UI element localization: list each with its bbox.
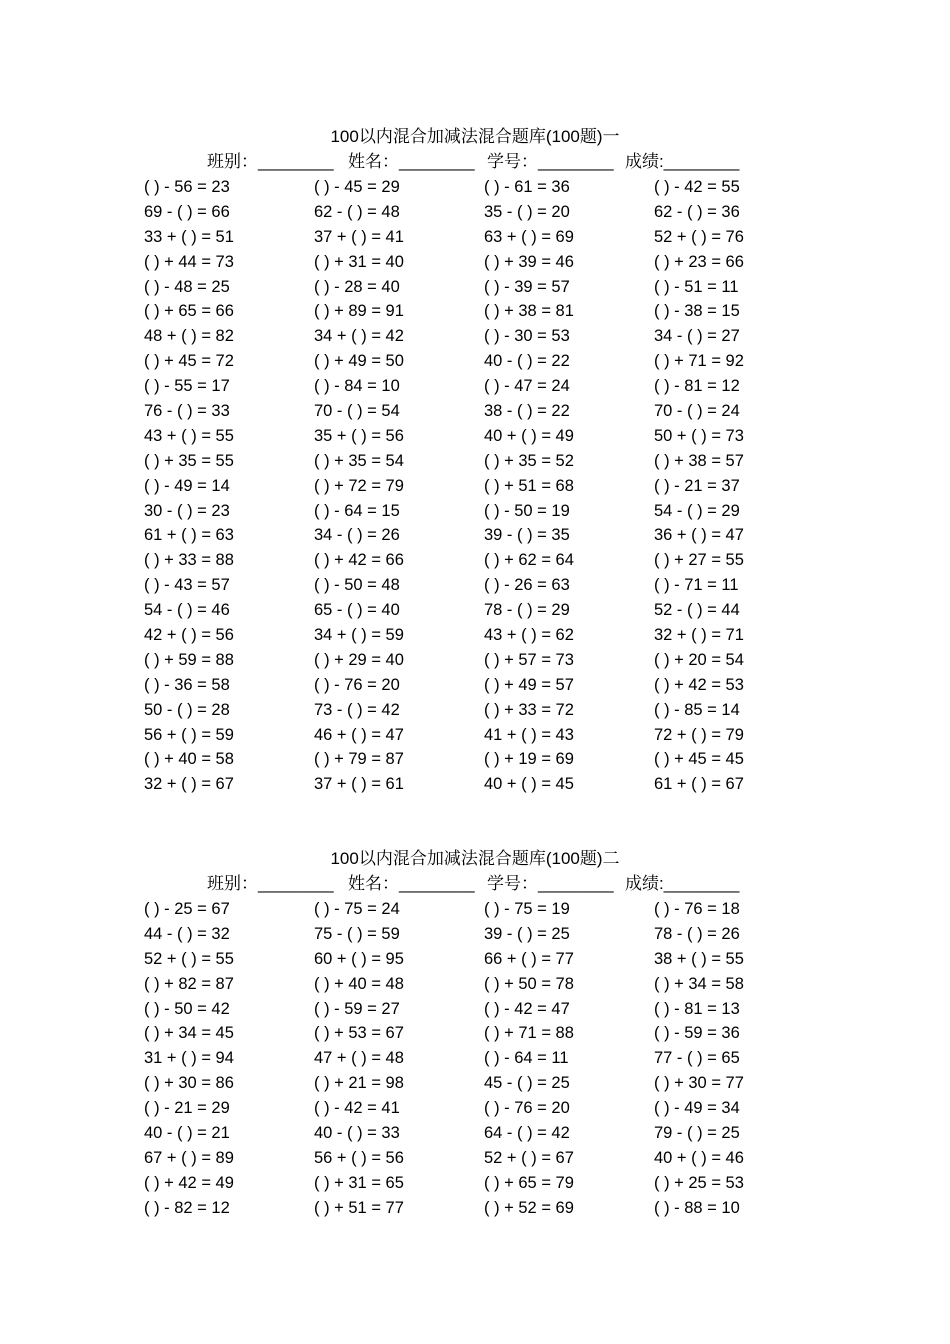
problem-row: [0, 374, 950, 399]
math-problem: 70 - ( ) = 54: [314, 402, 400, 421]
score-field: 成绩:________: [625, 874, 740, 893]
math-problem: 56 + ( ) = 56: [314, 1148, 404, 1167]
math-problem: 43 + ( ) = 55: [144, 426, 234, 445]
math-problem: ( ) - 25 = 67: [144, 900, 230, 918]
problem-row: [0, 1196, 950, 1221]
math-problem: ( ) - 56 = 23: [144, 178, 230, 196]
problem-row: [0, 175, 950, 200]
worksheet-1: [0, 125, 950, 797]
problem-row: [0, 972, 950, 997]
problem-row: [0, 648, 950, 673]
math-problem: 35 + ( ) = 56: [314, 426, 404, 445]
math-problem: ( ) - 64 = 15: [314, 501, 400, 520]
math-problem: ( ) + 40 = 58: [144, 750, 234, 769]
math-problem: ( ) - 84 = 10: [314, 377, 400, 396]
math-problem: ( ) - 36 = 58: [144, 675, 230, 694]
math-problem: ( ) + 35 = 55: [144, 451, 234, 470]
math-problem: 60 + ( ) = 95: [314, 949, 404, 968]
problem-row: [0, 947, 950, 972]
math-problem: ( ) + 42 = 66: [314, 551, 404, 570]
math-problem: 69 - ( ) = 66: [144, 202, 230, 221]
math-problem: 38 - ( ) = 22: [484, 402, 570, 421]
problem-row: [0, 673, 950, 698]
math-problem: ( ) + 19 = 69: [484, 750, 574, 769]
student-number-field: 学号：________: [487, 152, 614, 171]
math-problem: 47 + ( ) = 48: [314, 1049, 404, 1068]
math-problem: 77 - ( ) = 65: [654, 1049, 740, 1068]
student-info-line: [0, 149, 950, 175]
math-problem: ( ) + 72 = 79: [314, 476, 404, 495]
math-problem: ( ) + 33 = 72: [484, 700, 574, 719]
math-problem: ( ) + 50 = 78: [484, 974, 574, 993]
math-problem: 50 - ( ) = 28: [144, 700, 230, 719]
problem-row: [0, 449, 950, 474]
math-problem: ( ) + 45 = 45: [654, 750, 744, 769]
math-problem: ( ) + 51 = 77: [314, 1198, 404, 1217]
math-problem: 50 + ( ) = 73: [654, 426, 744, 445]
problem-row: [0, 1071, 950, 1096]
math-problem: 36 + ( ) = 47: [654, 526, 744, 545]
math-problem: ( ) - 50 = 19: [484, 501, 570, 520]
math-problem: ( ) + 20 = 54: [654, 650, 744, 669]
problem-row: [0, 474, 950, 499]
worksheet-title: 100以内混合加减法混合题库(100题)一: [330, 127, 620, 146]
problem-row: [0, 1046, 950, 1071]
student-number-field: 学号：________: [487, 874, 614, 893]
math-problem: ( ) - 85 = 14: [654, 700, 740, 719]
math-problem: ( ) + 42 = 53: [654, 675, 744, 694]
math-problem: ( ) - 42 = 47: [484, 999, 570, 1018]
math-problem: ( ) - 51 = 11: [654, 277, 739, 296]
class-field: 班别：________: [207, 874, 334, 893]
math-problem: 52 + ( ) = 55: [144, 949, 234, 968]
math-problem: ( ) + 52 = 69: [484, 1198, 574, 1217]
math-problem: 62 - ( ) = 48: [314, 202, 400, 221]
math-problem: 70 - ( ) = 24: [654, 402, 740, 421]
math-problem: 66 + ( ) = 77: [484, 949, 574, 968]
math-problem: ( ) + 49 = 50: [314, 352, 404, 371]
math-problem: ( ) + 62 = 64: [484, 551, 574, 570]
math-problem: ( ) + 89 = 91: [314, 302, 404, 321]
problem-row: [0, 922, 950, 947]
math-problem: ( ) + 71 = 92: [654, 352, 744, 371]
math-problem: ( ) - 21 = 37: [654, 476, 740, 495]
math-problem: 61 + ( ) = 63: [144, 526, 234, 545]
math-problem: 76 - ( ) = 33: [144, 402, 230, 421]
math-problem: 39 - ( ) = 35: [484, 526, 570, 545]
math-problem: 48 + ( ) = 82: [144, 327, 234, 346]
math-problem: 32 + ( ) = 67: [144, 775, 234, 794]
math-problem: 30 - ( ) = 23: [144, 501, 230, 520]
math-problem: 34 + ( ) = 42: [314, 327, 404, 346]
problem-row: [0, 548, 950, 573]
math-problem: ( ) - 45 = 29: [314, 178, 400, 196]
math-problem: ( ) + 65 = 66: [144, 302, 234, 321]
math-problem: ( ) + 27 = 55: [654, 551, 744, 570]
problem-row: [0, 772, 950, 797]
math-problem: ( ) + 25 = 53: [654, 1173, 744, 1192]
math-problem: 35 - ( ) = 20: [484, 202, 570, 221]
problem-row: [0, 225, 950, 250]
math-problem: ( ) + 33 = 88: [144, 551, 234, 570]
math-problem: ( ) - 82 = 12: [144, 1198, 230, 1217]
math-problem: ( ) - 42 = 55: [654, 178, 740, 196]
worksheet-2: [0, 847, 950, 1221]
math-problem: ( ) + 34 = 58: [654, 974, 744, 993]
problem-row: [0, 1146, 950, 1171]
math-problem: 38 + ( ) = 55: [654, 949, 744, 968]
math-problem: ( ) + 53 = 67: [314, 1024, 404, 1043]
math-problem: ( ) - 49 = 34: [654, 1099, 740, 1118]
math-problem: ( ) - 55 = 17: [144, 377, 230, 396]
math-problem: 62 - ( ) = 36: [654, 202, 740, 221]
problem-row: [0, 698, 950, 723]
math-problem: 34 - ( ) = 26: [314, 526, 400, 545]
problem-row: [0, 997, 950, 1022]
student-info-line: [0, 871, 950, 897]
math-problem: ( ) + 51 = 68: [484, 476, 574, 495]
math-problem: 41 + ( ) = 43: [484, 725, 574, 744]
math-problem: 61 + ( ) = 67: [654, 775, 744, 794]
math-problem: ( ) + 34 = 45: [144, 1024, 234, 1043]
problem-row: [0, 1121, 950, 1146]
math-problem: ( ) - 42 = 41: [314, 1099, 400, 1118]
math-problem: ( ) - 81 = 13: [654, 999, 740, 1018]
problem-grid: [0, 175, 950, 797]
math-problem: 46 + ( ) = 47: [314, 725, 404, 744]
math-problem: ( ) + 44 = 73: [144, 252, 234, 271]
math-problem: 37 + ( ) = 41: [314, 227, 404, 246]
math-problem: 64 - ( ) = 42: [484, 1124, 570, 1143]
math-problem: 40 + ( ) = 45: [484, 775, 574, 794]
math-problem: 34 + ( ) = 59: [314, 626, 404, 645]
math-problem: ( ) + 30 = 86: [144, 1074, 234, 1093]
math-problem: 40 + ( ) = 49: [484, 426, 574, 445]
math-problem: 40 - ( ) = 33: [314, 1124, 400, 1143]
problem-row: [0, 200, 950, 225]
problem-row: [0, 523, 950, 548]
math-problem: ( ) + 57 = 73: [484, 650, 574, 669]
math-problem: ( ) - 75 = 24: [314, 900, 400, 918]
math-problem: ( ) - 28 = 40: [314, 277, 400, 296]
math-problem: ( ) - 59 = 36: [654, 1024, 740, 1043]
problem-row: [0, 349, 950, 374]
math-problem: 78 - ( ) = 26: [654, 924, 740, 943]
problem-row: [0, 573, 950, 598]
math-problem: 43 + ( ) = 62: [484, 626, 574, 645]
math-problem: ( ) - 49 = 14: [144, 476, 230, 495]
problem-row: [0, 598, 950, 623]
math-problem: ( ) - 64 = 11: [484, 1049, 569, 1068]
problem-row: [0, 275, 950, 300]
math-problem: 52 - ( ) = 44: [654, 601, 740, 620]
math-problem: 34 - ( ) = 27: [654, 327, 740, 346]
math-problem: 54 - ( ) = 29: [654, 501, 740, 520]
math-problem: ( ) + 59 = 88: [144, 650, 234, 669]
math-problem: 65 - ( ) = 40: [314, 601, 400, 620]
math-problem: ( ) - 76 = 20: [484, 1099, 570, 1118]
math-problem: 52 + ( ) = 67: [484, 1148, 574, 1167]
math-problem: 45 - ( ) = 25: [484, 1074, 570, 1093]
problem-row: [0, 1096, 950, 1121]
math-problem: ( ) + 82 = 87: [144, 974, 234, 993]
math-problem: ( ) - 30 = 53: [484, 327, 570, 346]
math-problem: ( ) + 31 = 65: [314, 1173, 404, 1192]
math-problem: ( ) - 47 = 24: [484, 377, 570, 396]
problem-row: [0, 723, 950, 748]
math-problem: ( ) + 65 = 79: [484, 1173, 574, 1192]
math-problem: 73 - ( ) = 42: [314, 700, 400, 719]
math-problem: ( ) + 31 = 40: [314, 252, 404, 271]
math-problem: ( ) - 81 = 12: [654, 377, 740, 396]
name-field: 姓名：________: [348, 152, 475, 171]
math-problem: 72 + ( ) = 79: [654, 725, 744, 744]
math-problem: ( ) + 71 = 88: [484, 1024, 574, 1043]
math-problem: 40 - ( ) = 22: [484, 352, 570, 371]
math-problem: 40 - ( ) = 21: [144, 1124, 230, 1143]
math-problem: 75 - ( ) = 59: [314, 924, 400, 943]
problem-row: [0, 623, 950, 648]
math-problem: 79 - ( ) = 25: [654, 1124, 740, 1143]
problem-row: [0, 324, 950, 349]
math-problem: 33 + ( ) = 51: [144, 227, 234, 246]
math-problem: 44 - ( ) = 32: [144, 924, 230, 943]
math-problem: ( ) - 50 = 42: [144, 999, 230, 1018]
math-problem: ( ) - 71 = 11: [654, 576, 739, 595]
math-problem: 63 + ( ) = 69: [484, 227, 574, 246]
math-problem: ( ) - 26 = 63: [484, 576, 570, 595]
math-problem: ( ) + 39 = 46: [484, 252, 574, 271]
math-problem: ( ) - 75 = 19: [484, 900, 570, 918]
math-problem: ( ) - 59 = 27: [314, 999, 400, 1018]
math-problem: ( ) + 29 = 40: [314, 650, 404, 669]
problem-row: [0, 424, 950, 449]
worksheet-title: 100以内混合加减法混合题库(100题)二: [330, 849, 620, 868]
problem-row: [0, 897, 950, 922]
math-problem: 52 + ( ) = 76: [654, 227, 744, 246]
math-problem: ( ) - 76 = 18: [654, 900, 740, 918]
math-problem: ( ) - 43 = 57: [144, 576, 230, 595]
problem-row: [0, 250, 950, 275]
problem-row: [0, 1171, 950, 1196]
math-problem: ( ) - 76 = 20: [314, 675, 400, 694]
math-problem: ( ) - 50 = 48: [314, 576, 400, 595]
math-problem: ( ) - 21 = 29: [144, 1099, 230, 1118]
problem-grid: [0, 897, 950, 1221]
math-problem: ( ) + 38 = 81: [484, 302, 574, 321]
math-problem: ( ) + 40 = 48: [314, 974, 404, 993]
math-problem: ( ) + 23 = 66: [654, 252, 744, 271]
math-problem: 56 + ( ) = 59: [144, 725, 234, 744]
math-problem: ( ) - 88 = 10: [654, 1198, 740, 1217]
math-problem: ( ) + 45 = 72: [144, 352, 234, 371]
problem-row: [0, 499, 950, 524]
math-problem: 40 + ( ) = 46: [654, 1148, 744, 1167]
math-problem: 32 + ( ) = 71: [654, 626, 744, 645]
math-problem: ( ) + 79 = 87: [314, 750, 404, 769]
problem-row: [0, 747, 950, 772]
math-problem: ( ) - 48 = 25: [144, 277, 230, 296]
math-problem: 37 + ( ) = 61: [314, 775, 404, 794]
math-problem: ( ) + 35 = 54: [314, 451, 404, 470]
problem-row: [0, 1021, 950, 1046]
math-problem: ( ) + 38 = 57: [654, 451, 744, 470]
math-problem: ( ) - 38 = 15: [654, 302, 740, 321]
math-problem: 42 + ( ) = 56: [144, 626, 234, 645]
math-problem: ( ) - 61 = 36: [484, 178, 570, 196]
math-problem: ( ) + 30 = 77: [654, 1074, 744, 1093]
math-problem: 31 + ( ) = 94: [144, 1049, 234, 1068]
math-problem: 78 - ( ) = 29: [484, 601, 570, 620]
math-problem: ( ) + 49 = 57: [484, 675, 574, 694]
math-problem: 54 - ( ) = 46: [144, 601, 230, 620]
problem-row: [0, 299, 950, 324]
math-problem: ( ) - 39 = 57: [484, 277, 570, 296]
problem-row: [0, 399, 950, 424]
math-problem: 67 + ( ) = 89: [144, 1148, 234, 1167]
math-problem: ( ) + 35 = 52: [484, 451, 574, 470]
math-problem: ( ) + 42 = 49: [144, 1173, 234, 1192]
class-field: 班别：________: [207, 152, 334, 171]
math-problem: 39 - ( ) = 25: [484, 924, 570, 943]
score-field: 成绩:________: [625, 152, 740, 171]
name-field: 姓名：________: [348, 874, 475, 893]
math-problem: ( ) + 21 = 98: [314, 1074, 404, 1093]
